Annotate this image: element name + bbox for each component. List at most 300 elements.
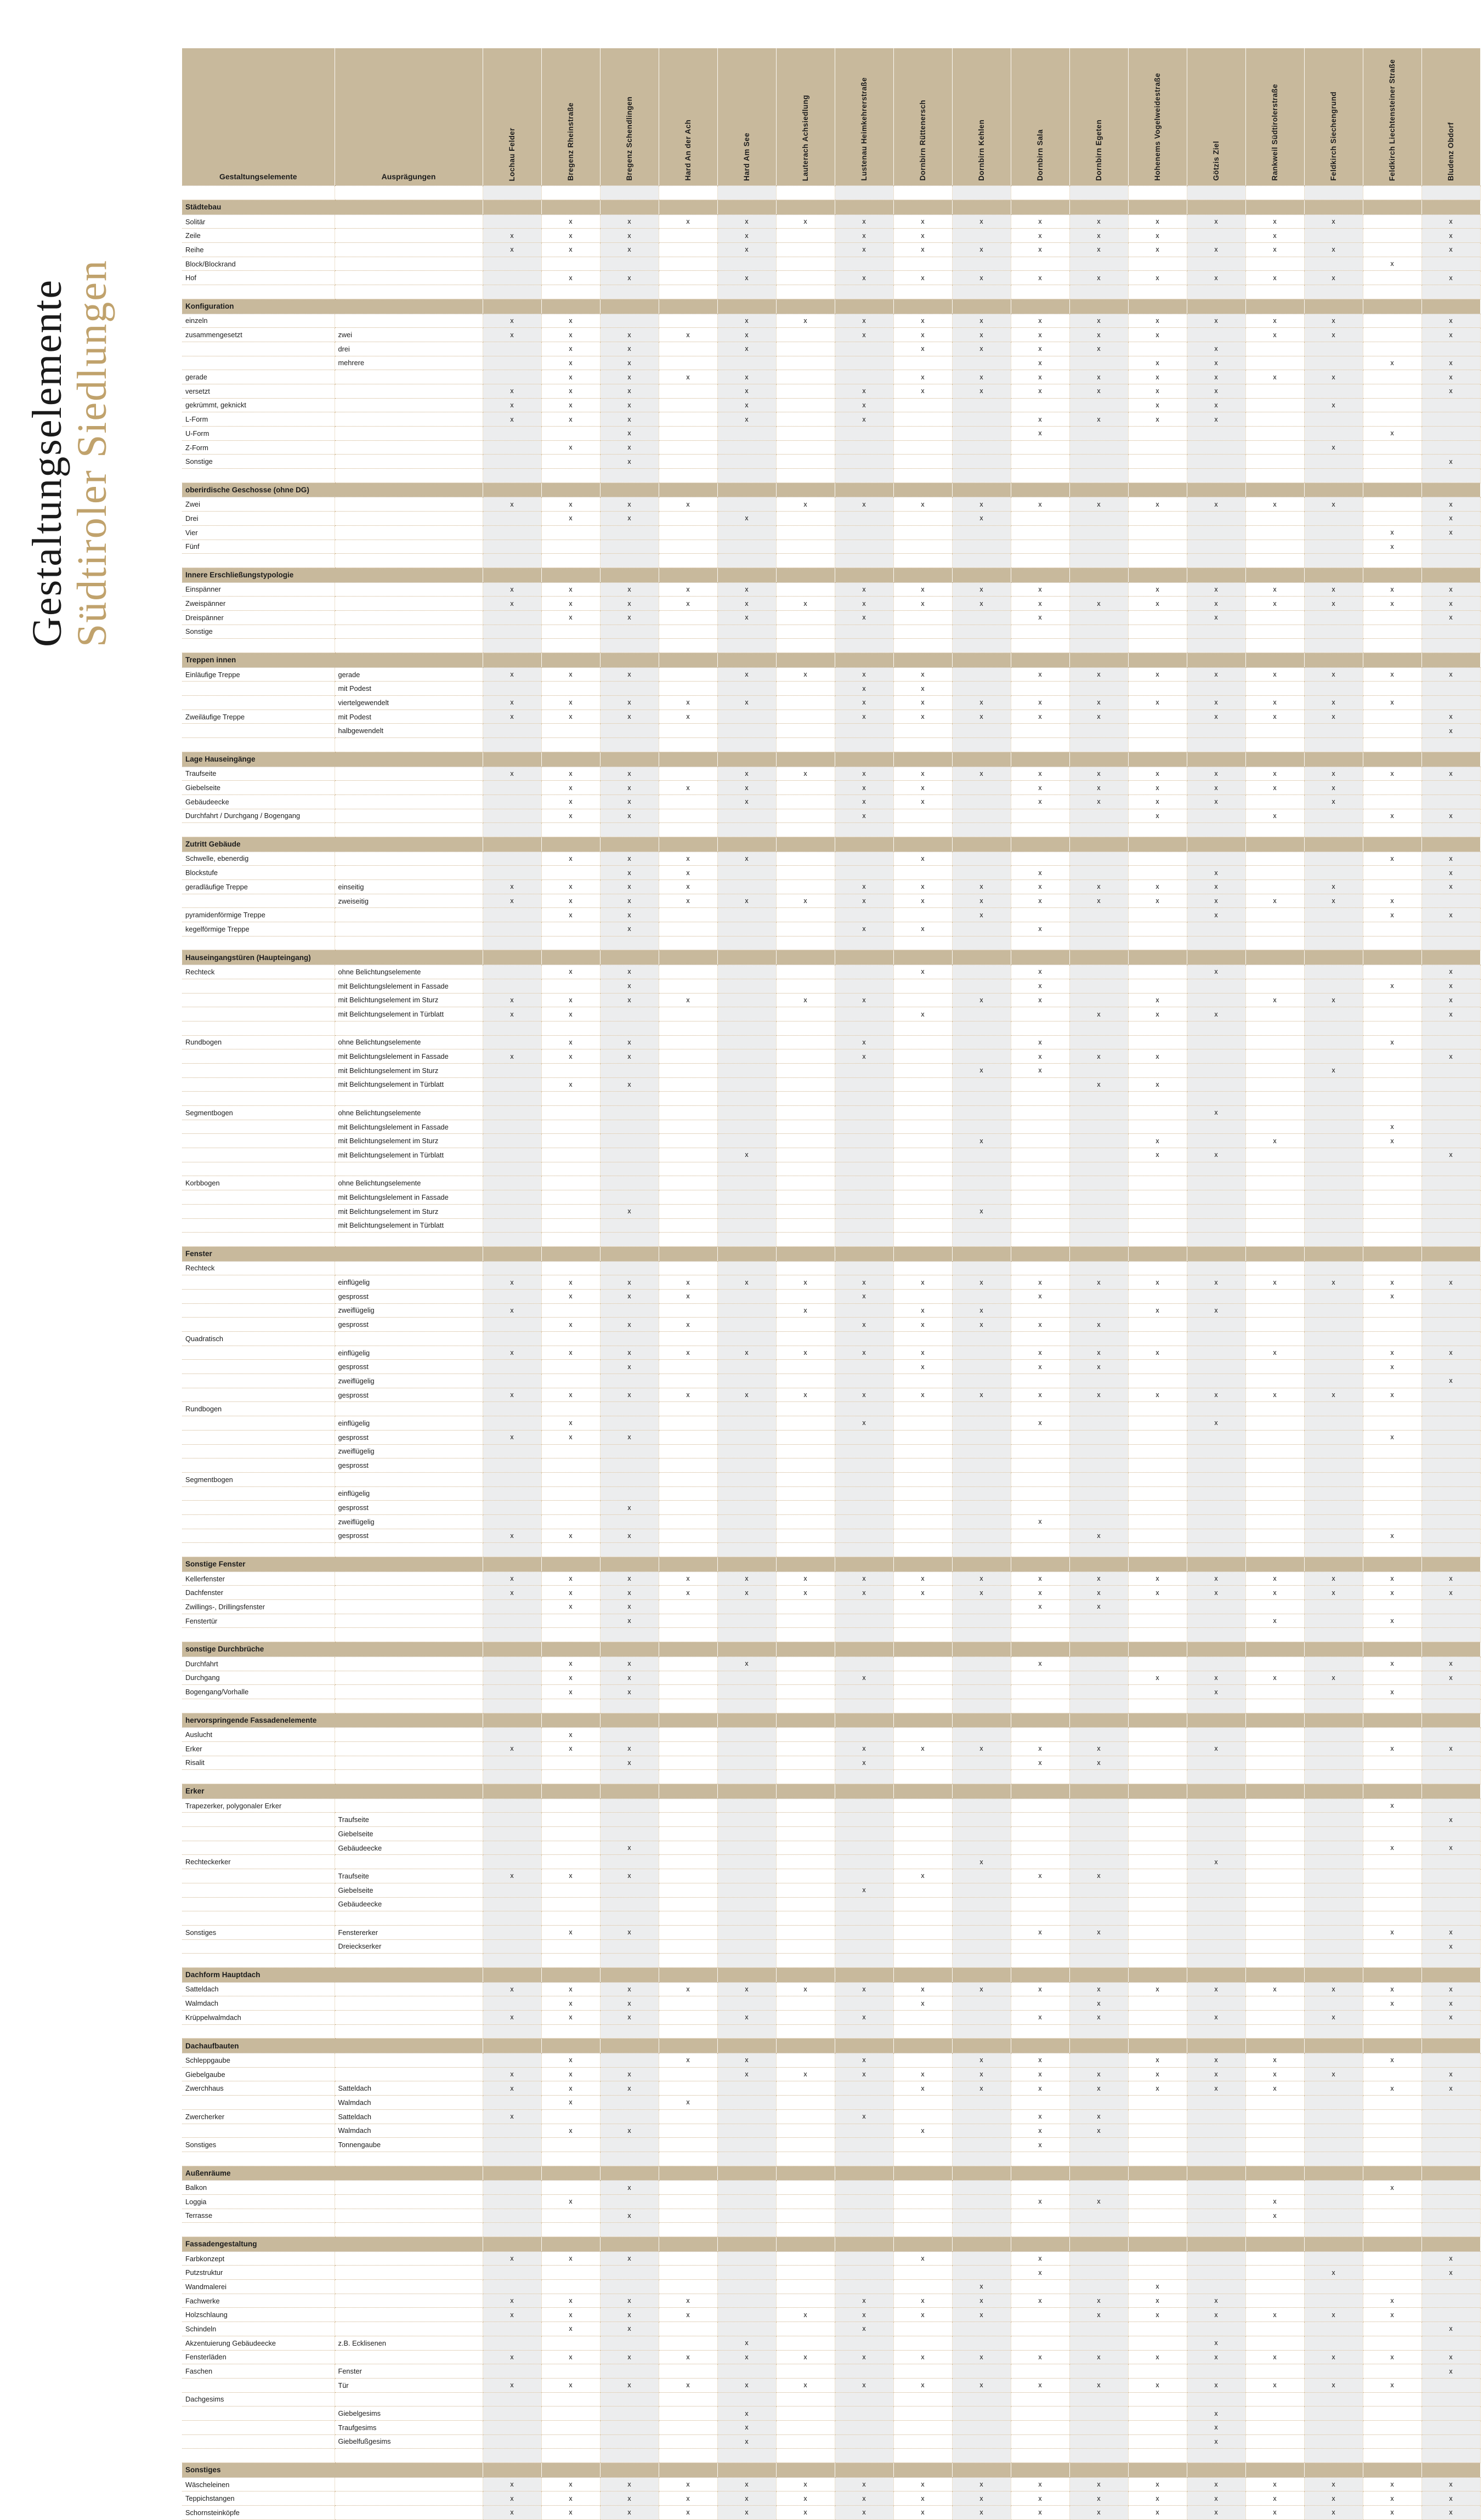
table-row <box>182 2053 1480 2068</box>
empty-cell <box>541 979 600 993</box>
empty-cell <box>600 2096 659 2110</box>
mark-cell: x <box>1363 356 1421 370</box>
empty-cell <box>1304 1813 1363 1827</box>
empty-cell <box>600 1261 659 1275</box>
section-header-cell <box>483 653 541 668</box>
mark-cell: x <box>541 1289 600 1303</box>
empty-cell <box>1128 682 1187 696</box>
mark-cell: x <box>1304 2011 1363 2025</box>
empty-cell <box>1421 1529 1480 1543</box>
empty-cell <box>717 497 776 512</box>
empty-cell <box>952 1402 1011 1416</box>
section-header-cell <box>600 752 659 767</box>
row-label-gestaltungselement <box>182 1190 335 1205</box>
table-row <box>182 1600 1480 1614</box>
mark-cell: x <box>1245 582 1304 597</box>
mark-cell: x <box>483 412 541 427</box>
empty-cell <box>1245 979 1304 993</box>
section-title: Treppen innen <box>182 653 483 668</box>
section-header-cell <box>659 1967 717 1982</box>
mark-cell: x <box>1304 1571 1363 1586</box>
empty-cell <box>1245 1883 1304 1897</box>
row-label-auspraegung: einflügelig <box>335 1486 483 1501</box>
empty-cell <box>835 1728 893 1742</box>
table-row <box>182 1388 1480 1402</box>
empty-cell <box>1421 1416 1480 1431</box>
empty-cell <box>1363 2322 1421 2336</box>
gap-cell <box>952 2152 1011 2166</box>
mark-cell: x <box>600 455 659 469</box>
mark-cell: x <box>1187 582 1245 597</box>
empty-cell <box>1245 342 1304 356</box>
row-label-auspraegung: gesprosst <box>335 1388 483 1402</box>
mark-cell: x <box>1128 2067 1187 2081</box>
mark-cell: x <box>600 922 659 937</box>
row-label-auspraegung: viertelgewendelt <box>335 696 483 710</box>
section-header-cell <box>952 299 1011 314</box>
empty-cell <box>1187 922 1245 937</box>
mark-cell: x <box>717 1586 776 1600</box>
empty-cell <box>1187 1472 1245 1486</box>
mark-cell: x <box>1421 2477 1480 2491</box>
mark-cell: x <box>1128 1303 1187 1318</box>
mark-cell: x <box>1245 667 1304 682</box>
mark-cell: x <box>1069 1360 1128 1374</box>
mark-cell: x <box>952 271 1011 285</box>
mark-cell: x <box>776 2350 835 2364</box>
empty-cell <box>483 1756 541 1770</box>
row-label-auspraegung: ohne Belichtungselemente <box>335 1035 483 1049</box>
gap-cell <box>1421 936 1480 950</box>
mark-cell: x <box>1069 1756 1128 1770</box>
empty-cell <box>952 2251 1011 2266</box>
table-row <box>182 540 1480 554</box>
empty-cell <box>1363 455 1421 469</box>
section-header-cell <box>659 752 717 767</box>
mark-cell: x <box>1421 1813 1480 1827</box>
mark-cell: x <box>1128 1671 1187 1685</box>
mark-cell: x <box>1011 965 1069 979</box>
mark-cell: x <box>541 1529 600 1543</box>
empty-cell <box>1011 1444 1069 1458</box>
empty-cell <box>1245 1430 1304 1444</box>
mark-cell: x <box>1245 1614 1304 1628</box>
gap-cell <box>1069 823 1128 837</box>
row-label-gestaltungselement <box>182 1120 335 1134</box>
empty-cell <box>1069 2364 1128 2379</box>
empty-cell <box>659 809 717 823</box>
empty-cell <box>835 2336 893 2350</box>
empty-cell <box>541 1374 600 1388</box>
empty-cell <box>776 2138 835 2152</box>
empty-cell <box>835 1827 893 1841</box>
table-row <box>182 1346 1480 1360</box>
mark-cell: x <box>1245 809 1304 823</box>
empty-cell <box>600 314 659 328</box>
section-header-cell <box>541 299 600 314</box>
mark-cell: x <box>776 993 835 1007</box>
empty-cell <box>1304 1007 1363 1021</box>
section-header-cell <box>483 950 541 965</box>
gap-cell <box>1421 1543 1480 1557</box>
empty-cell <box>483 1472 541 1486</box>
table-row <box>182 2491 1480 2506</box>
gap-cell <box>1069 936 1128 950</box>
table-row <box>182 1134 1480 1148</box>
mark-cell: x <box>1011 412 1069 427</box>
table-row <box>182 682 1480 696</box>
row-label-auspraegung <box>335 314 483 328</box>
empty-cell <box>717 1402 776 1416</box>
empty-cell <box>483 1134 541 1148</box>
gap-cell <box>1421 469 1480 483</box>
empty-cell <box>835 1458 893 1473</box>
empty-cell <box>952 525 1011 540</box>
empty-cell <box>1187 2266 1245 2280</box>
row-label-gestaltungselement <box>182 1897 335 1911</box>
mark-cell: x <box>541 2011 600 2025</box>
mark-cell: x <box>893 922 952 937</box>
section-header-cell <box>952 2166 1011 2181</box>
section-header-cell <box>893 1642 952 1657</box>
column-header-location <box>1011 48 1069 186</box>
row-label-gestaltungselement <box>182 1374 335 1388</box>
table-row <box>182 794 1480 809</box>
empty-cell <box>1128 2392 1187 2407</box>
empty-cell <box>717 1939 776 1954</box>
empty-cell <box>659 1007 717 1021</box>
mark-cell: x <box>1069 2081 1128 2096</box>
gap-cell <box>776 1770 835 1784</box>
empty-cell <box>1363 1007 1421 1021</box>
mark-cell: x <box>600 880 659 894</box>
gap-cell <box>717 1628 776 1642</box>
empty-cell <box>717 525 776 540</box>
empty-cell <box>1011 682 1069 696</box>
mark-cell: x <box>952 2280 1011 2294</box>
empty-cell <box>1363 2096 1421 2110</box>
mark-cell: x <box>1187 1671 1245 1685</box>
table-row <box>182 1586 1480 1600</box>
empty-cell <box>952 1035 1011 1049</box>
mark-cell: x <box>483 1275 541 1290</box>
empty-cell <box>1363 794 1421 809</box>
section-header-cell <box>600 2463 659 2478</box>
empty-cell <box>600 1486 659 1501</box>
empty-cell <box>1304 1486 1363 1501</box>
section-header-cell <box>1363 752 1421 767</box>
empty-cell <box>835 1996 893 2011</box>
table-row <box>182 710 1480 724</box>
empty-cell <box>483 1063 541 1077</box>
page-title-line1: Gestaltungselemente <box>24 279 70 647</box>
gap-cell <box>717 2024 776 2039</box>
mark-cell: x <box>835 1275 893 1290</box>
section-header-cell <box>1069 950 1128 965</box>
empty-cell <box>776 1430 835 1444</box>
row-label-gestaltungselement: Putzstruktur <box>182 2266 335 2280</box>
empty-cell <box>600 1374 659 1388</box>
empty-cell <box>600 1728 659 1742</box>
gap-cell <box>1304 1092 1363 1106</box>
empty-cell <box>659 525 717 540</box>
gap-cell <box>335 738 483 752</box>
empty-cell <box>1363 866 1421 880</box>
gap-cell <box>835 1628 893 1642</box>
table-row <box>182 2420 1480 2434</box>
empty-cell <box>776 1444 835 1458</box>
empty-cell <box>1128 525 1187 540</box>
row-label-auspraegung: Satteldach <box>335 2109 483 2124</box>
mark-cell: x <box>1187 667 1245 682</box>
empty-cell <box>541 1813 600 1827</box>
mark-cell: x <box>952 2350 1011 2364</box>
mark-cell: x <box>1011 229 1069 243</box>
empty-cell <box>893 2011 952 2025</box>
empty-cell <box>1069 2251 1128 2266</box>
empty-cell <box>1304 1458 1363 1473</box>
empty-cell <box>1304 455 1363 469</box>
empty-cell <box>483 682 541 696</box>
mark-cell: x <box>1245 993 1304 1007</box>
mark-cell: x <box>600 1360 659 1374</box>
empty-cell <box>483 2364 541 2379</box>
empty-cell <box>1245 1077 1304 1092</box>
empty-cell <box>717 724 776 738</box>
empty-cell <box>776 1869 835 1883</box>
empty-cell <box>835 540 893 554</box>
mark-cell: x <box>600 1318 659 1332</box>
section-header-cell <box>952 1713 1011 1728</box>
table-row <box>182 922 1480 937</box>
empty-cell <box>893 398 952 412</box>
empty-cell <box>776 1077 835 1092</box>
mark-cell: x <box>600 2081 659 2096</box>
section-header-cell <box>483 1967 541 1982</box>
gap-cell <box>335 2024 483 2039</box>
empty-cell <box>776 1007 835 1021</box>
mark-cell: x <box>1421 497 1480 512</box>
empty-cell <box>1421 2138 1480 2152</box>
empty-cell <box>1011 2420 1069 2434</box>
empty-cell <box>1304 2109 1363 2124</box>
mark-cell: x <box>541 965 600 979</box>
mark-cell: x <box>1304 767 1363 781</box>
mark-cell: x <box>600 497 659 512</box>
mark-cell: x <box>952 2378 1011 2392</box>
gap-cell <box>1128 823 1187 837</box>
section-title: oberirdische Geschosse (ohne DG) <box>182 483 483 497</box>
empty-cell <box>776 852 835 866</box>
mark-cell: x <box>600 866 659 880</box>
mark-cell: x <box>659 1275 717 1290</box>
empty-cell <box>1421 2194 1480 2209</box>
empty-cell <box>483 1939 541 1954</box>
mark-cell: x <box>659 2506 717 2520</box>
empty-cell <box>952 412 1011 427</box>
gap-cell <box>1069 1770 1128 1784</box>
gap-cell <box>1304 1699 1363 1713</box>
empty-cell <box>1363 1514 1421 1529</box>
mark-cell: x <box>717 2491 776 2506</box>
empty-cell <box>1363 2407 1421 2421</box>
empty-cell <box>776 1656 835 1671</box>
mark-cell: x <box>541 1728 600 1742</box>
table-row <box>182 427 1480 441</box>
column-header-gestaltungselemente: Gestaltungselemente <box>182 48 335 186</box>
mark-cell: x <box>776 597 835 611</box>
gap-cell <box>600 936 659 950</box>
mark-cell: x <box>1011 328 1069 342</box>
section-header-row <box>182 200 1480 215</box>
empty-cell <box>893 257 952 271</box>
mark-cell: x <box>1363 1289 1421 1303</box>
table-row <box>182 2124 1480 2138</box>
table-row <box>182 1332 1480 1346</box>
section-header-cell <box>483 752 541 767</box>
mark-cell: x <box>835 1756 893 1770</box>
empty-cell <box>717 1756 776 1770</box>
empty-cell <box>952 1472 1011 1486</box>
row-label-auspraegung <box>335 229 483 243</box>
empty-cell <box>893 1827 952 1841</box>
mark-cell: x <box>1128 328 1187 342</box>
row-label-gestaltungselement: L-Form <box>182 412 335 427</box>
empty-cell <box>893 1106 952 1120</box>
mark-cell: x <box>1128 1586 1187 1600</box>
empty-cell <box>600 1458 659 1473</box>
empty-cell <box>1363 2109 1421 2124</box>
mark-cell: x <box>1011 794 1069 809</box>
empty-cell <box>1128 2096 1187 2110</box>
gap-cell <box>1187 554 1245 568</box>
mark-cell: x <box>1245 1275 1304 1290</box>
gap-cell <box>1187 1911 1245 1926</box>
empty-cell <box>1245 1925 1304 1939</box>
empty-cell <box>1304 1939 1363 1954</box>
section-header-cell <box>1421 837 1480 852</box>
empty-cell <box>483 540 541 554</box>
empty-cell <box>483 2096 541 2110</box>
mark-cell: x <box>659 1586 717 1600</box>
table-row <box>182 2109 1480 2124</box>
empty-cell <box>1245 427 1304 441</box>
mark-cell: x <box>1245 710 1304 724</box>
mark-cell: x <box>1069 767 1128 781</box>
row-label-gestaltungselement <box>182 1218 335 1233</box>
mark-cell: x <box>541 356 600 370</box>
table-row <box>182 2308 1480 2322</box>
empty-cell <box>952 1685 1011 1699</box>
empty-cell <box>1069 2053 1128 2068</box>
section-header-cell <box>1069 483 1128 497</box>
mark-cell: x <box>1421 2364 1480 2379</box>
gap-cell <box>1363 1699 1421 1713</box>
empty-cell <box>659 342 717 356</box>
mark-cell: x <box>483 243 541 257</box>
row-label-auspraegung <box>335 2322 483 2336</box>
empty-cell <box>659 610 717 625</box>
gap-cell <box>600 1699 659 1713</box>
empty-cell <box>1069 356 1128 370</box>
location-label-rotator <box>1190 55 1243 181</box>
empty-cell <box>1245 1035 1304 1049</box>
empty-cell <box>541 1514 600 1529</box>
section-gap-row <box>182 2024 1480 2039</box>
gap-cell <box>1128 2024 1187 2039</box>
empty-cell <box>1245 2096 1304 2110</box>
row-label-gestaltungselement: Terrasse <box>182 2209 335 2223</box>
empty-cell <box>1421 412 1480 427</box>
empty-cell <box>1421 1332 1480 1346</box>
mark-cell: x <box>893 965 952 979</box>
empty-cell <box>1245 1728 1304 1742</box>
empty-cell <box>659 1671 717 1685</box>
mark-cell: x <box>893 497 952 512</box>
empty-cell <box>1187 1813 1245 1827</box>
table-row <box>182 1671 1480 1685</box>
empty-cell <box>1128 455 1187 469</box>
gap-cell <box>1069 1092 1128 1106</box>
empty-cell <box>1187 1798 1245 1813</box>
mark-cell: x <box>659 1318 717 1332</box>
empty-cell <box>835 455 893 469</box>
table-row <box>182 2138 1480 2152</box>
empty-cell <box>1187 809 1245 823</box>
mark-cell: x <box>659 1346 717 1360</box>
column-header-location <box>1187 48 1245 186</box>
empty-cell <box>952 1756 1011 1770</box>
empty-cell <box>835 1204 893 1218</box>
mark-cell: x <box>1187 1586 1245 1600</box>
mark-cell: x <box>600 2251 659 2266</box>
empty-cell <box>1363 1897 1421 1911</box>
row-label-auspraegung: Traufseite <box>335 1813 483 1827</box>
table-row <box>182 314 1480 328</box>
mark-cell: x <box>483 1430 541 1444</box>
location-label: Hard An der Ach <box>684 120 692 181</box>
empty-cell <box>893 2322 952 2336</box>
mark-cell: x <box>483 2067 541 2081</box>
section-header-cell <box>717 837 776 852</box>
gap-cell <box>1245 186 1304 200</box>
empty-cell <box>1245 1063 1304 1077</box>
empty-cell <box>1421 540 1480 554</box>
empty-cell <box>1069 2407 1128 2421</box>
mark-cell: x <box>541 1996 600 2011</box>
section-header-cell <box>1304 1967 1363 1982</box>
empty-cell <box>952 1529 1011 1543</box>
gap-cell <box>1128 1699 1187 1713</box>
section-header-cell <box>1245 752 1304 767</box>
mark-cell: x <box>952 1855 1011 1869</box>
mark-cell: x <box>541 342 600 356</box>
empty-cell <box>1421 2209 1480 2223</box>
mark-cell: x <box>1128 229 1187 243</box>
empty-cell <box>1363 1218 1421 1233</box>
empty-cell <box>1128 257 1187 271</box>
row-label-gestaltungselement: Fensterläden <box>182 2350 335 2364</box>
empty-cell <box>659 1332 717 1346</box>
gap-cell <box>835 554 893 568</box>
section-header-cell <box>1128 1713 1187 1728</box>
empty-cell <box>483 1728 541 1742</box>
mark-cell: x <box>1069 1586 1128 1600</box>
empty-cell <box>1187 1996 1245 2011</box>
empty-cell <box>1363 497 1421 512</box>
empty-cell <box>1128 710 1187 724</box>
empty-cell <box>1363 1671 1421 1685</box>
